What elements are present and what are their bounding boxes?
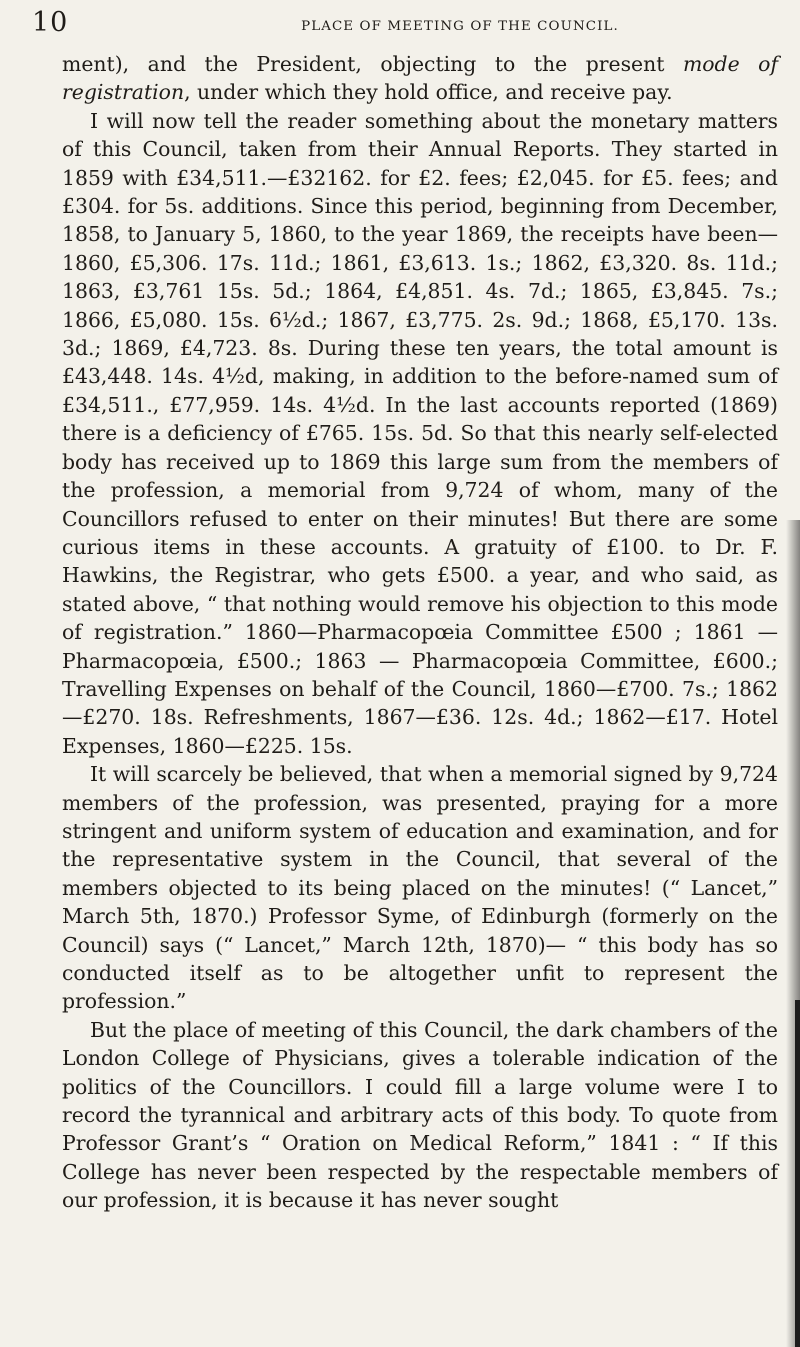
italic-phrase: mode of registration <box>62 52 778 105</box>
page-number: 10 <box>32 7 69 38</box>
paragraph-monetary-matters: I will now tell the reader something about the monetary matters of this Council, taken from their Annual Reports. They started in 1859 with £34,511.—£32162. for £2. fees; £2,045. for £5. fees; and £304. for 5s. additions. Since this period, beginning from December, 1858, to January 5, 1860, to the year 1869, the receipts have been—1860, £5,306. 17s. 11d.; 1861, £3,613. 1s.; 1862, £3,320. 8s. 11d.; 1863, £3,761 15s. 5d.; 1864, £4,851. 4s. 7d.; 1865, £3,845. 7s.; 1866, £5,080. 15s. 6½d.; 1867, £3,775. 2s. 9d.; 1868, £5,170. 13s. 3d.; 1869, £4,723. 8s. During these ten years, the total amount is £43,448. 14s. 4½d, making, in addition to the before-named sum of £34,511., £77,959. 14s. 4½d. In the last accounts reported (1869) there is a deficiency of £765. 15s. 5d. So that this nearly self-elected body has received up to 1869 this large sum from the members of the profession, a memorial from 9,724 of whom, many of the Councillors refused to enter on their minutes! But there are some curious items in these accounts. A gratuity of £100. to Dr. F. Hawkins, the Registrar, who gets £500. a year, and who said, as stated above, “ that nothing would remove his objection to this mode of registration.” 1860—Pharmacopœia Committee £500 ; 1861 — Pharmacopœia, £500.; 1863 — Pharmacopœia Committee, £600.; Travelling Expenses on behalf of the Council, 1860—£700. 7s.; 1862—£270. 18s. Refreshments, 1867—£36. 12s. 4d.; 1862—£17. Hotel Expenses, 1860—£225. 15s. <box>62 108 778 758</box>
paragraph-continuation <box>62 50 778 107</box>
paragraph-memorial: It will scarcely be believed, that when a memorial signed by 9,724 members of the profession, was presented, praying for a more stringent and uniform system of education and examination, and for the representative system in the Council, that several of the members objected to its being placed on the minutes! (“ Lancet,” March 5th, 1870.) Professor Syme, of Edinburgh (formerly on the Council) says (“ Lancet,” March 12th, 1870)— “ this body has so conducted itself as to be altogether unfit to represent the profession.” <box>62 762 778 1014</box>
paragraph-place-of-meeting: But the place of meeting of this Council, the dark chambers of the London College of Physicians, gives a tolerable indication of the politics of the Councillors. I could fill a large volume were I to record the tyrannical and arbitrary acts of this body. To quote from Professor Grant’s “ Oration on Medical Reform,” 1841 : “ If this College has never been respected by the respectable members of our profession, it is because it has never sought <box>62 1017 778 1213</box>
paragraph-text: ment), and the President, objecting to the present <box>62 52 683 76</box>
running-head: PLACE OF MEETING OF THE COUNCIL. <box>301 19 619 34</box>
scan-binding-edge <box>795 1000 800 1347</box>
page-header <box>0 8 800 48</box>
paragraph-text: , under which they hold office, and receive pay. <box>184 80 673 105</box>
body-text <box>62 50 778 1215</box>
